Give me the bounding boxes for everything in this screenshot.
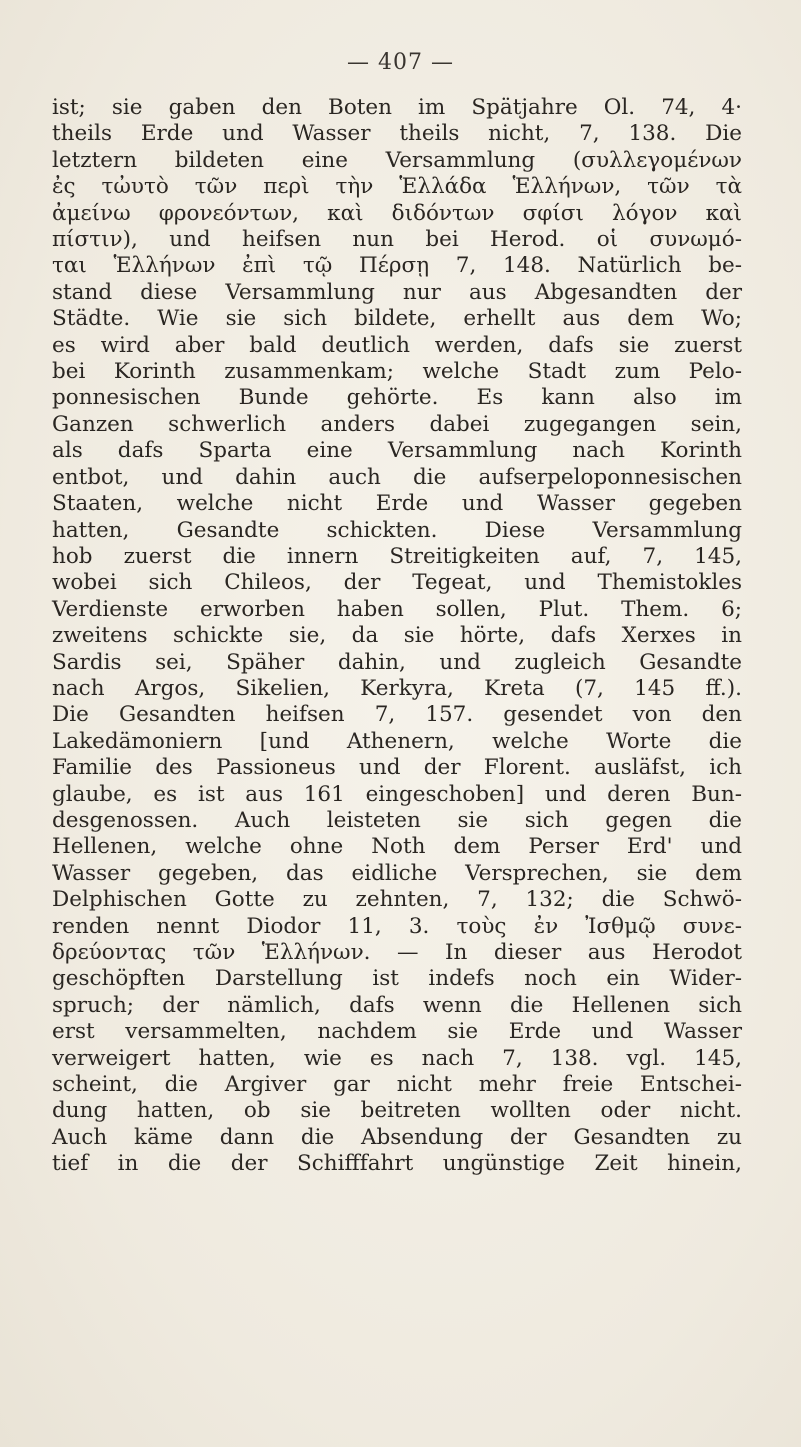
text-line: Ganzen schwerlich anders dabei zugegangen sein,: [52, 411, 742, 437]
text-line: entbot, und dahin auch die aufserpeloponnesischen: [52, 464, 742, 490]
text-line: nach Argos, Sikelien, Kerkyra, Kreta (7, 145 ff.).: [52, 675, 742, 701]
text-line: ται Ἑλλήνων ἐπὶ τῷ Πέρσῃ 7, 148. Natürlich be-: [52, 253, 742, 279]
text-line: Auch käme dann die Absendung der Gesandten zu: [52, 1124, 742, 1150]
text-line: verweigert hatten, wie es nach 7, 138. vgl. 145,: [52, 1045, 742, 1071]
text-line: renden nennt Diodor 11, 3. τοὺς ἐν Ἰσθμῷ συνε-: [52, 913, 742, 939]
text-line: letztern bildeten eine Versammlung (συλλεγομένων: [52, 147, 742, 173]
text-line: Städte. Wie sie sich bildete, erhellt aus dem Wo;: [52, 306, 742, 332]
text-line: als dafs Sparta eine Versammlung nach Korinth: [52, 438, 742, 464]
text-line: hatten, Gesandte schickten. Diese Versammlung: [52, 517, 742, 543]
text-line: Lakedämoniern [und Athenern, welche Worte die: [52, 728, 742, 754]
text-line: stand diese Versammlung nur aus Abgesandten der: [52, 279, 742, 305]
text-line: Die Gesandten heifsen 7, 157. gesendet von den: [52, 702, 742, 728]
text-line: Staaten, welche nicht Erde und Wasser gegeben: [52, 491, 742, 517]
text-line: Familie des Passioneus und der Florent. ausläfst, ich: [52, 755, 742, 781]
text-line: hob zuerst die innern Streitigkeiten auf, 7, 145,: [52, 543, 742, 569]
text-line: Verdienste erworben haben sollen, Plut. Them. 6;: [52, 596, 742, 622]
text-line: glaube, es ist aus 161 eingeschoben] und deren Bun-: [52, 781, 742, 807]
text-line: tief in die der Schifffahrt ungünstige Zeit hinein,: [52, 1151, 742, 1177]
text-line: Sardis sei, Späher dahin, und zugleich Gesandte: [52, 649, 742, 675]
text-line: spruch; der nämlich, dafs wenn die Hellenen sich: [52, 992, 742, 1018]
body-text: [52, 95, 742, 1178]
text-line: ponnesischen Bunde gehörte. Es kann also im: [52, 385, 742, 411]
text-line: desgenossen. Auch leisteten sie sich gegen die: [52, 807, 742, 833]
text-line: erst versammelten, nachdem sie Erde und Wasser: [52, 1019, 742, 1045]
text-line: ἐς τὠυτὸ τῶν περὶ τὴν Ἑλλάδα Ἑλλήνων, τῶν τὰ: [52, 174, 742, 200]
page-number: — 407 —: [347, 50, 454, 75]
text-line: wobei sich Chileos, der Tegeat, und Themistokles: [52, 570, 742, 596]
text-line: bei Korinth zusammenkam; welche Stadt zum Pelo-: [52, 359, 742, 385]
text-line: geschöpften Darstellung ist indefs noch ein Wider-: [52, 966, 742, 992]
text-line: scheint, die Argiver gar nicht mehr freie Entschei-: [52, 1072, 742, 1098]
text-line: dung hatten, ob sie beitreten wollten oder nicht.: [52, 1098, 742, 1124]
text-line: Hellenen, welche ohne Noth dem Perser Erd' und: [52, 834, 742, 860]
text-line: es wird aber bald deutlich werden, dafs sie zuerst: [52, 332, 742, 358]
text-line: Delphischen Gotte zu zehnten, 7, 132; die Schwö-: [52, 887, 742, 913]
text-line: ἀμείνω φρονεόντων, καὶ διδόντων σφίσι λόγον καὶ: [52, 200, 742, 226]
text-line: ist; sie gaben den Boten im Spätjahre Ol. 74, 4·: [52, 95, 742, 120]
text-line: δρεύοντας τῶν Ἑλλήνων. — In dieser aus Herodot: [52, 940, 742, 965]
text-line: theils Erde und Wasser theils nicht, 7, 138. Die: [52, 121, 742, 147]
text-line: Wasser gegeben, das eidliche Versprechen, sie dem: [52, 860, 742, 886]
text-line: πίστιν), und heifsen nun bei Herod. οἱ συνωμό-: [52, 227, 742, 253]
text-line: zweitens schickte sie, da sie hörte, dafs Xerxes in: [52, 623, 742, 649]
